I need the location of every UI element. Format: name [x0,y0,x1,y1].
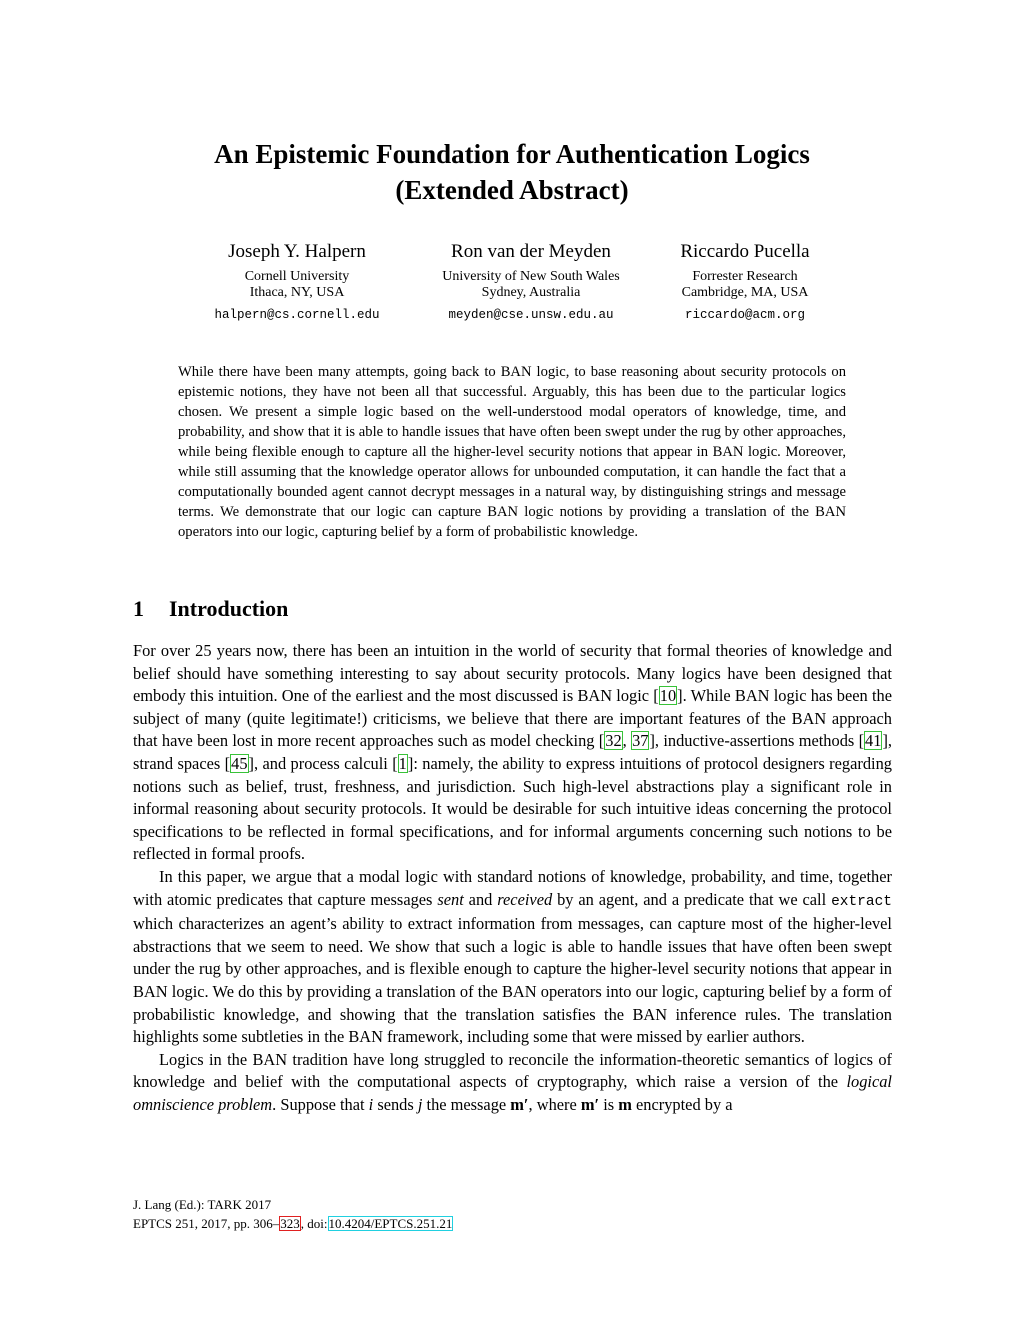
citation-link-32[interactable]: 32 [605,731,622,751]
text-run: which characterizes an agent’s ability to extract information from messages, can capture most of the higher-level abstractions that we seem to need. We show that such a logic is able to handle issues that have often been swept under the rug by other approaches, and is flexible enough to capture the higher-level security notions that appear in BAN logic. We do this by providing a translation of the BAN operators into our logic, capturing belief by a form of probabilistic knowledge, and showing that the translation satisfies the BAN inference rules. The translation highlights some subtleties in the BAN framework, including some that were missed by earlier authors. [133,914,892,1047]
text-run: ], and process calculi [ [248,753,398,773]
text-run: sends [373,1094,418,1114]
footer-publication-line [133,1214,453,1233]
citation-link-37[interactable]: 37 [632,731,649,751]
paragraph-1 [133,640,892,866]
math-symbol-m-prime: m′ [510,1094,529,1114]
author-affiliation: University of New South Wales [442,269,620,284]
author-email: riccardo@acm.org [684,308,806,322]
paragraph-3 [133,1049,892,1117]
text-run: , [622,731,632,751]
citation-link-45[interactable]: 45 [231,753,248,773]
paper-title: An Epistemic Foundation for Authentication Logics [214,139,810,169]
text-run: , doi: [300,1216,328,1231]
text-run: , where [528,1094,581,1114]
abstract: While there have been many attempts, going back to BAN logic, to base reasoning about security protocols on epistemic notions, they have not been all that successful. Arguably, this has been due to the particular logics chosen. We present a simple logic based on the well-understood modal operators of knowledge, time, and probability, and show that it is able to handle issues that have often been swept under the rug by other approaches, while being flexible enough to capture all the higher-level security notions that appear in BAN logic. Moreover, while still assuming that the knowledge operator allows for unbounded computation, it can handle the fact that a computationally bounded agent cannot decrypt messages in a natural way, by distinguishing strings and message terms. We demonstrate that our logic can capture BAN logic notions by providing a translation of the BAN operators into our logic, capturing belief by a form of probabilistic knowledge. [178,364,846,540]
citation-link-10[interactable]: 10 [659,686,677,706]
last-page-link[interactable]: 323 [280,1216,300,1231]
section-heading-introduction [133,594,288,624]
text-run: encrypted by a [631,1094,733,1114]
math-symbol-m: m [618,1094,632,1114]
author-block-pucella [595,238,895,323]
footer [133,1195,453,1233]
author-email: meyden@cse.unsw.edu.au [448,308,614,322]
emphasis-logical-omniscience: logical omniscience problem [133,1072,892,1114]
text-run: EPTCS 251, 2017, pp. 306– [133,1216,280,1231]
footer-editor-line: J. Lang (Ed.): TARK 2017 [133,1197,272,1212]
text-run: . Suppose that [272,1094,369,1114]
author-name: Joseph Y. Halpern [228,241,366,262]
text-run: ]: namely, the ability to express intuitions of protocol designers regarding notions such as belief, trust, freshness, and jurisdiction. Such high-level abstractions play a significant role in informal reasoning about security protocols. It would be desirable for such intuitive ideas concerning the protocol specifications to be reflected in formal specifications, and for informal arguments concerning such notions to be reflected in formal proofs. [133,753,892,864]
author-affiliation: Cornell University [244,269,350,284]
text-run: Logics in the BAN tradition have long struggled to reconcile the information-theoretic semantics of logics of knowledge and belief with the computational aspects of cryptography, which raise a version of the [133,1049,892,1092]
author-location: Ithaca, NY, USA [249,285,345,300]
citation-link-1[interactable]: 1 [398,753,407,773]
paragraph-2 [133,866,892,1049]
math-variable-j: j [417,1094,423,1114]
section-number: 1 [133,596,144,621]
author-location: Sydney, Australia [481,285,581,300]
body-text [133,640,892,1116]
author-location: Cambridge, MA, USA [681,285,809,300]
text-run: In this paper, we argue that a modal logic with standard notions of knowledge, probability, and time, together with atomic predicates that capture messages [133,866,892,909]
code-extract: extract [831,893,892,910]
text-run: the message [422,1094,511,1114]
emphasis-received: received [497,889,553,909]
text-run: ], strand spaces [ [133,731,892,773]
emphasis-sent: sent [437,889,464,909]
author-name: Ron van der Meyden [451,241,611,262]
text-run: ], inductive-assertions methods [ [649,731,865,751]
math-variable-i: i [368,1094,374,1114]
text-run: by an agent, and a predicate that we call [552,889,832,909]
text-run: is [599,1094,619,1114]
paper-subtitle: (Extended Abstract) [395,175,629,205]
author-email: halpern@cs.cornell.edu [214,308,380,322]
author-affiliation: Forrester Research [692,269,798,284]
text-run: ]. While BAN logic has been the subject of many (quite legitimate!) criticisms, we believe that there are important features of the BAN approach that have been lost in more recent approaches such as model checking [ [133,686,892,751]
text-run: For over 25 years now, there has been an intuition in the world of security that formal theories of knowledge and belief should have something interesting to say about security protocols. Many logics have been designed that embody this intuition. One of the earliest and the most discussed is BAN logic [ [133,641,892,706]
section-title: Introduction [169,596,289,621]
doi-link[interactable]: 10.4204/EPTCS.251.21 [328,1216,453,1231]
text-run: and [463,889,498,909]
math-symbol-m-prime: m′ [580,1094,600,1114]
author-name: Riccardo Pucella [680,241,810,262]
citation-link-41[interactable]: 41 [865,731,882,751]
